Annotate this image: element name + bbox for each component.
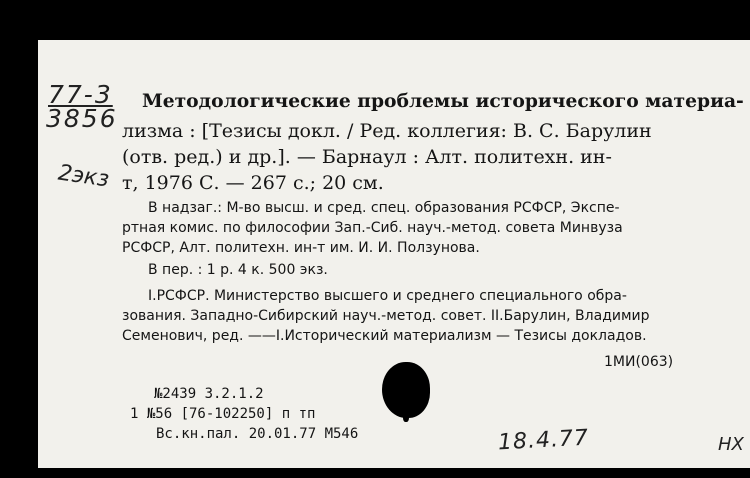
copies-note: 2экз — [56, 160, 111, 193]
tracings-line-3: Семенович, ред. ——I.Исторический материализм — Тезисы докладов. — [122, 328, 647, 344]
call-number-bottom: 3856 — [46, 104, 118, 133]
entry-line-1: Методологические проблемы исторического материа- — [142, 90, 744, 112]
tracings-line-1: I.РСФСР. Министерство высшего и среднего специального обра- — [148, 288, 627, 304]
print-info-line-1: №2439 3.2.1.2 — [154, 386, 264, 402]
entry-line-3: (отв. ред.) и др.]. — Барнаул : Алт. политехн. ин- — [122, 146, 612, 168]
print-info-line-3: Вс.кн.пал. 20.01.77 М546 — [156, 426, 359, 442]
handwritten-initials: НХ — [718, 434, 744, 455]
print-info-line-2: 1 №56 [76-102250] п тп — [130, 406, 316, 422]
ink-blot-tail — [403, 412, 409, 422]
classification-code: 1МИ(063) — [604, 354, 674, 370]
handwritten-date: 18.4.77 — [497, 425, 590, 456]
tracings-line-2: зования. Западно-Сибирский науч.-метод. совет. II.Барулин, Владимир — [122, 308, 650, 324]
catalog-card — [38, 40, 750, 468]
ink-blot — [382, 362, 430, 418]
call-number-top: 77-3 — [48, 80, 113, 109]
header-note-line-2: ртная комис. по философии Зап.-Сиб. науч.-метод. совета Минвуза — [122, 220, 623, 236]
header-note-line-3: РСФСР, Алт. политехн. ин-т им. И. И. Ползунова. — [122, 240, 480, 256]
binding-note: В пер. : 1 р. 4 к. 500 экз. — [148, 262, 328, 278]
entry-line-2: лизма : [Тезисы докл. / Ред. коллегия: В. С. Барулин — [122, 120, 652, 142]
entry-line-4: т, 1976 С. — 267 с.; 20 см. — [122, 172, 384, 194]
header-note-line-1: В надзаг.: М-во высш. и сред. спец. образования РСФСР, Экспе- — [148, 200, 620, 216]
